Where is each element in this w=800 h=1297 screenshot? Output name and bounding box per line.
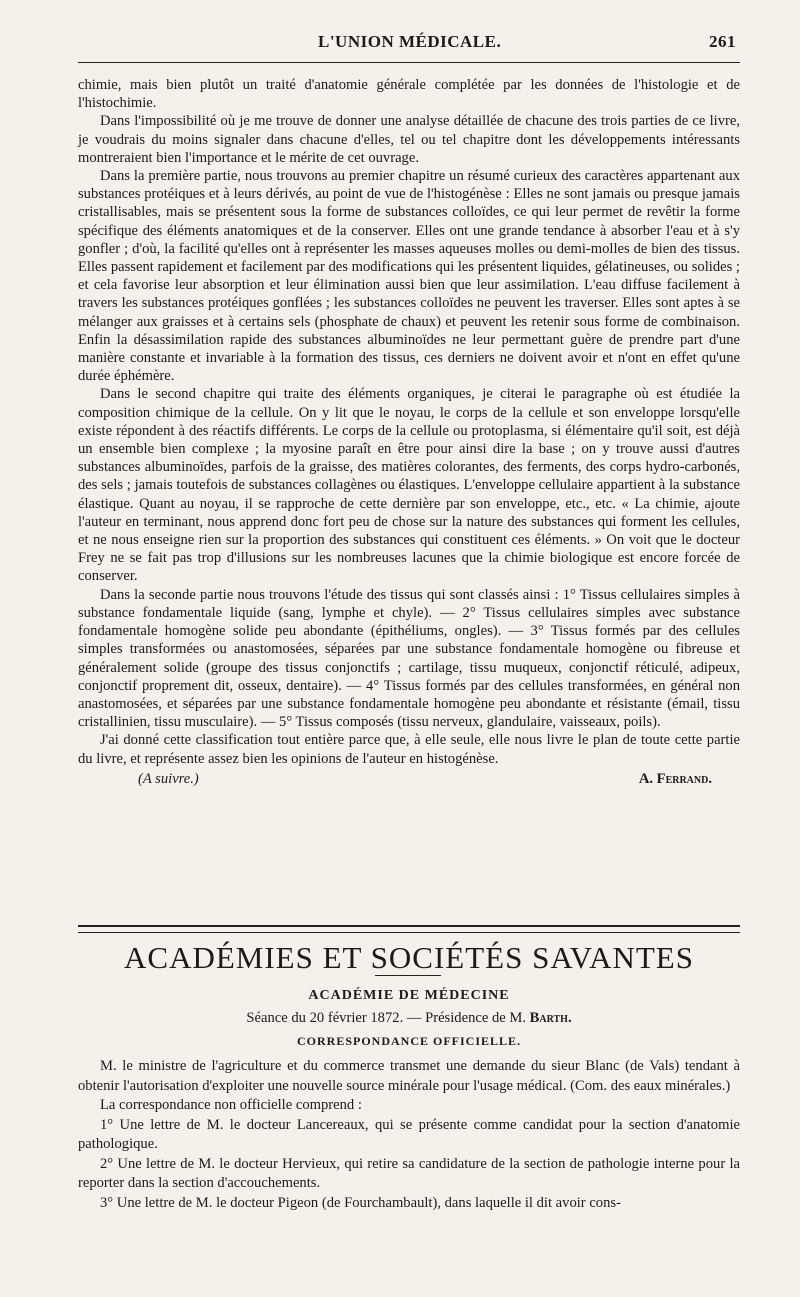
article-paragraph: Dans la première partie, nous trouvons au premier chapitre un résumé curieux des caractères appartenant aux substances protéiques et à leurs dérivés, au point de vue de l'histogénèse : Elles ne sont jamais ou presque jamais cristallisables, mais se présentent sous la forme de substances colloïdes, ce qui leur permet de revêtir la forme spécifique des éléments anatomiques et de la conserver. Elles ont une grande tendance à absorber l'eau et à s'y gonfler ; d'où, la facilité qu'elles ont à représenter les masses aqueuses molles ou demi-molles de bien des tissus. Elles passent rapidement et facilement par des modifications qui les présentent liquides, gélatineuses, ou solides ; et cela favorise leur absorption et leur élimination aussi bien que leur assimilation. L'eau diffuse facilement à travers les substances protéiques gonflées ; les substances colloïdes ne peuvent les traverser. Elles sont aptes à se mélanger aux graisses et à certains sels (phosphate de chaux) et peuvent les retenir sous forme de combinaison. Enfin la désassimilation rapide des substances albuminoïdes ne leur permettant guère de prendre part d'une manière constante et invariable à la formation des tissus, ces derniers ne doivent avoir et n'ont en effet qu'une durée éphémère. — [78, 168, 740, 385]
title-underline — [375, 975, 441, 976]
header-rule — [78, 62, 740, 63]
session-paragraph: 1° Une lettre de M. le docteur Lancereaux, qui se présente comme candidat pour la section d'anatomie pathologique. — [78, 1116, 740, 1152]
session-paragraph: La correspondance non officielle comprend : — [100, 1097, 362, 1113]
session-line — [78, 1010, 740, 1027]
academy-subtitle: ACADÉMIE DE MÉDECINE — [308, 988, 510, 1003]
article-paragraph: Dans la seconde partie nous trouvons l'étude des tissus qui sont classés ainsi : 1° Tissus cellulaires simples à substance fondamentale liquide (sang, lymphe et chyle). — 2° Tissus cellulaires simples avec substance fondamentale homogène solide peu abondante (épithéliums, ongles). — 3° Tissus formés par des cellules simples transformées ou anastomosées, séparées par une substance fondamentale homogène ou fibreuse et généralement solide (groupe des tissus conjonctifs ; cartilage, tissu muqueux, conjonctif réticulé, adipeux, conjonctif proprement dit, osseux, dentaire). — 4° Tissus formés par des cellules transformées, en général non anastomosées, et séparées par une substance fondamentale homogène peu abondante et résistante (émail, tissu cristallinien, tissu musculaire). — 5° Tissus composés (tissu nerveux, glandulaire, vaisseaux, poils). — [78, 586, 740, 731]
article-body — [78, 76, 740, 790]
to-be-continued: (A suivre.) — [138, 770, 199, 787]
section-title: ACADÉMIES ET SOCIÉTÉS SAVANTES — [124, 940, 694, 975]
author-name: A. Ferrand. — [638, 770, 712, 787]
article-paragraph: chimie, mais bien plutôt un traité d'anatomie générale complétée par les données de l'histologie et de l'histochimie. — [78, 77, 740, 112]
correspondence-heading: CORRESPONDANCE OFFICIELLE. — [296, 1034, 522, 1048]
article-paragraph: Dans le second chapitre qui traite des éléments organiques, je citerai le paragraphe où est étudiée la composition chimique de la cellule. On y lit que le noyau, le corps de la cellule et son enveloppe lorsqu'elle existe répondent à des réactifs différents. Le corps de la cellule ou protoplasma, si élémentaire qu'il soit, est déjà un ensemble bien complexe ; la myosine paraît en être pour ainsi dire la base ; on y trouve aussi d'autres substances albuminoïdes, parfois de la graisse, des matières colorantes, des ferments, des corps hydro-carbonés, des sels ; jamais toutefois de substances collagènes ou élastiques. L'enveloppe cellulaire appartient à la substance élastique. Quant au noyau, il se rapproche de cette dernière par son enveloppe, etc., etc. « La chimie, ajoute l'auteur en terminant, nous apprend donc fort peu de chose sur la nature des substances qui forment les cellules, et ne nous enseigne rien sur la proportion des substances qui constituent ces éléments. » On voit que le docteur Frey ne se fait pas trop d'illusions sur les nombreuses lacunes que la chimie biologique est encore forcée de conserver. — [78, 386, 740, 585]
president-name: Barth. — [529, 1010, 572, 1026]
journal-title: L'UNION MÉDICALE. — [318, 32, 502, 51]
article-paragraph: J'ai donné cette classification tout entière parce que, à elle seule, elle nous livre le plan de toute cette partie du livre, et représente assez bien les opinions de l'auteur en histogénèse. — [78, 732, 740, 767]
session-paragraph: 2° Une lettre de M. le docteur Hervieux, qui retire sa candidature de la section de pathologie interne pour la reporter dans la section d'accouchements. — [78, 1155, 740, 1191]
session-date: Séance du 20 février 1872. — Présidence de M. — [246, 1010, 530, 1026]
session-paragraph: M. le ministre de l'agriculture et du commerce transmet une demande du sieur Blanc (de Vals) tendant à obtenir l'autorisation d'exploiter une nouvelle source minérale pour l'usage médical. (Com. des eaux minérales.) — [78, 1058, 740, 1094]
session-paragraph: 3° Une lettre de M. le docteur Pigeon (de Fourchambault), dans laquelle il dit avoir cons- — [100, 1194, 621, 1211]
article-paragraph: Dans l'impossibilité où je me trouve de donner une analyse détaillée de chacune des trois parties de ce livre, je voudrais du moins signaler dans chacune d'elles, tel ou tel chapitre dont les développements intéressants montreraient bien l'importance et le mérite de cet ouvrage. — [78, 113, 740, 166]
section-divider — [78, 925, 740, 933]
running-header — [78, 32, 740, 60]
page-number: 261 — [709, 32, 736, 51]
session-body — [78, 1057, 740, 1213]
article-signature — [78, 770, 740, 790]
